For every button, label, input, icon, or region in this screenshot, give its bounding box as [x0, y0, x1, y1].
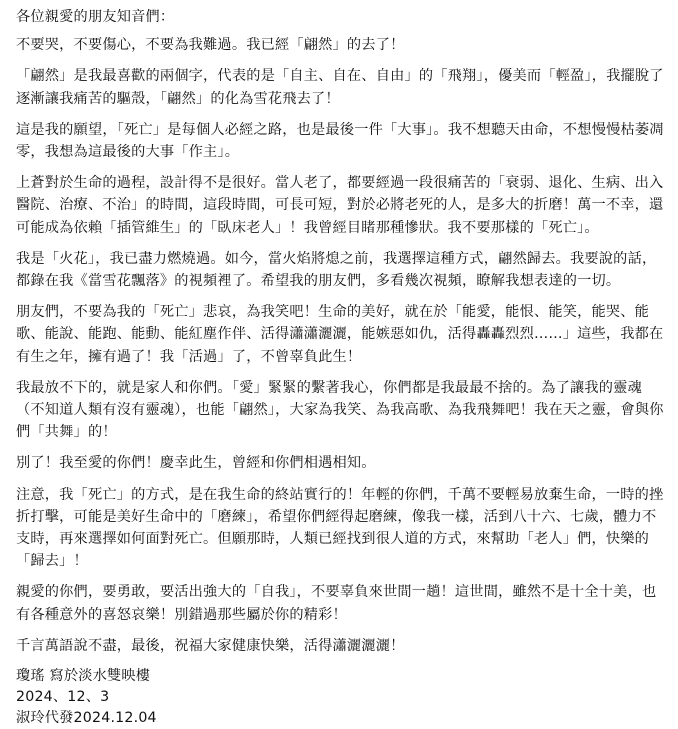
paragraph-6: 朋友們，不要為我的「死亡」悲哀，為我笑吧！生命的美好，就在於「能愛，能恨、能笑，能哭、能歌、能說、能跑、能動、能紅塵作伴、活得瀟瀟灑灑，能嫉惡如仇，活得轟轟烈烈……」這些，我都在有生之年，擁有過了！我「活過」了，不曾辜負此生！ [16, 304, 664, 365]
signature-author: 瓊瑤 寫於淡水雙映樓 [16, 668, 151, 685]
paragraph-1: 不要哭，不要傷心，不要為我難過。我已經「翩然」的去了！ [16, 37, 405, 54]
paragraph-10: 親愛的你們，要勇敢，要活出強大的「自我」，不要辜負來世間一趟！這世間，雖然不是十全十美，也有各種意外的喜怒哀樂！別錯過那些屬於你的精彩！ [16, 584, 657, 623]
paragraph-11: 千言萬語說不盡，最後，祝福大家健康快樂，活得瀟灑灑灑！ [16, 637, 405, 654]
paragraph-8: 別了！我至愛的你們！慶幸此生，曾經和你們相遇相知。 [16, 455, 376, 472]
paragraph-9: 注意，我「死亡」的方式，是在我生命的終站實行的！年輕的你們，千萬不要輕易放棄生命，一時的挫折打擊，可能是美好生命中的「磨練」，希望你們經得起磨練，像我一樣，活到八十六、七歲，體力不支時，再來選擇如何面對死亡。但願那時，人類已經找到很人道的方式，來幫助「老人」們，快樂的「歸去」！ [16, 486, 664, 570]
paragraph-4: 上蒼對於生命的過程，設計得不是很好。當人老了，都要經過一段很痛苦的「衰弱、退化、生病、出入醫院、治療、不治」的時間，這段時間，可長可短，對於必將老死的人，是多大的折磨！萬一不幸，還可能成為依賴「插管維生」的「臥床老人」！我曾經目睹那種慘狀。我不要那樣的「死亡」。 [16, 175, 664, 236]
signature-block [16, 666, 664, 729]
paragraph-3: 這是我的願望，「死亡」是每個人必經之路，也是最後一件「大事」。我不想聽天由命，不想慢慢枯萎凋零，我想為這最後的大事「作主」。 [16, 121, 664, 161]
signature-posted-by: 淑玲代發2024.12.04 [16, 710, 157, 727]
paragraph-2: 「翩然」是我最喜歡的兩個字，代表的是「自主、自在、自由」的「飛翔」，優美而「輕盈」，我擺脫了逐漸讓我痛苦的驅殼，「翩然」的化為雪花飛去了！ [16, 68, 664, 107]
paragraph-7: 我最放不下的，就是家人和你們。「愛」緊緊的繫著我心，你們都是我最最不捨的。為了讓我的靈魂（不知道人類有沒有靈魂），也能「翩然」，大家為我笑、為我高歌、為我飛舞吧！我在天之靈，會與你們「共舞」的！ [16, 379, 664, 441]
signature-date: 2024、12、3 [16, 689, 110, 706]
paragraph-5: 我是「火花」，我已盡力燃燒過。如今，當火焰將熄之前，我選擇這種方式，翩然歸去。我要說的話，都錄在我《當雪花飄落》的視頻裡了。希望我的朋友們，多看幾次視頻，瞭解我想表達的一切。 [16, 250, 657, 290]
greeting-line: 各位親愛的朋友知音們： [16, 9, 175, 25]
